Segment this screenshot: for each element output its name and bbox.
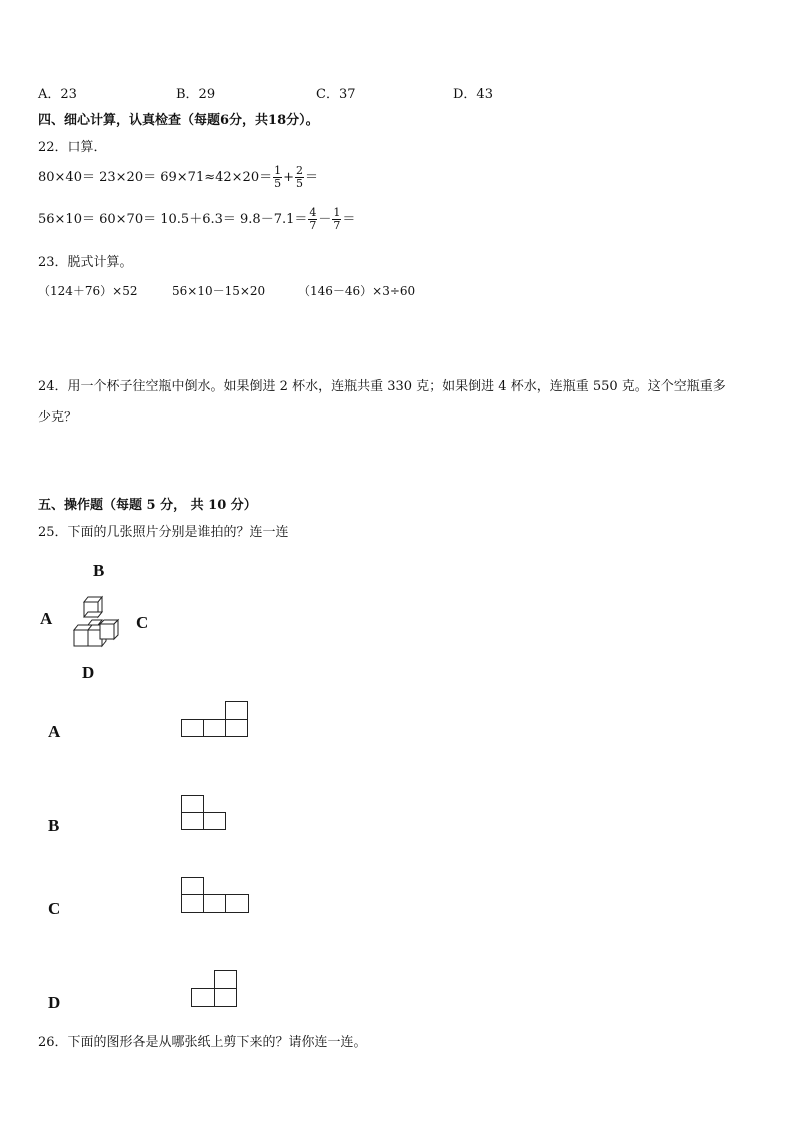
cube-stack-figure bbox=[70, 592, 122, 650]
view-label: B bbox=[48, 816, 60, 835]
view-figure-b bbox=[181, 795, 227, 831]
q24-line-2: 少克？ bbox=[38, 410, 78, 425]
q23-item: （124＋76）×52 bbox=[38, 284, 138, 298]
section-5-title: 五、操作题（每题 5 分， 共 10 分） bbox=[38, 498, 257, 513]
fraction: $\frac{4}{7}$ bbox=[309, 206, 317, 232]
fraction: $\frac{1}{7}$ bbox=[333, 206, 341, 232]
q22-r1-item: 80×40＝ bbox=[38, 170, 95, 185]
viewpoint-label-left: A bbox=[40, 609, 53, 628]
q23-label: 23．脱式计算。 bbox=[38, 255, 133, 270]
viewpoint-label-bottom: D bbox=[82, 663, 95, 682]
option-a: A．23 bbox=[38, 87, 77, 102]
q22-r2-item: 10.5＋6.3＝ bbox=[160, 212, 236, 227]
q22-r1-item: 69×71≈ bbox=[160, 170, 216, 185]
view-figure-d bbox=[191, 970, 239, 1008]
q22-r2-item: 56×10＝ bbox=[38, 212, 95, 227]
q23-item: 56×10－15×20 bbox=[172, 284, 266, 298]
section-4-title: 四、细心计算，认真检查（每题6分，共18分）。 bbox=[38, 113, 319, 128]
q22-label: 22．口算． bbox=[38, 140, 107, 155]
q22-r1-item: 42×20＝ bbox=[215, 170, 273, 185]
q22-r2-item: 9.8－7.1＝ bbox=[240, 212, 308, 227]
q23-item: （146－46）×3÷60 bbox=[298, 284, 416, 298]
option-d: D．43 bbox=[453, 87, 493, 102]
viewpoint-label-top: B bbox=[93, 561, 105, 580]
q25-label: 25．下面的几张照片分别是谁拍的？连一连 bbox=[38, 525, 289, 540]
q22-row-1: 80×40＝ 23×20＝ 69×71≈42×20＝ $\frac{1}{5}$ + $\frac{2}{5}$ ＝ bbox=[38, 164, 319, 190]
q22-row-2: 56×10＝ 60×70＝ 10.5＋6.3＝ 9.8－7.1＝ $\frac{4}{7}$ － $\frac{1}{7}$ ＝ bbox=[38, 206, 356, 232]
view-label: D bbox=[48, 993, 61, 1012]
view-label: C bbox=[48, 899, 61, 918]
q24-line-1: 24．用一个杯子往空瓶中倒水。如果倒进 2 杯水，连瓶共重 330 克；如果倒进 4 杯水，连瓶重 550 克。这个空瓶重多 bbox=[38, 379, 726, 394]
viewpoint-label-right: C bbox=[136, 613, 149, 632]
option-b: B．29 bbox=[176, 87, 216, 102]
q26-label: 26．下面的图形各是从哪张纸上剪下来的？请你连一连。 bbox=[38, 1035, 367, 1050]
fraction: $\frac{2}{5}$ bbox=[296, 164, 304, 190]
q22-r2-item: 60×70＝ bbox=[99, 212, 157, 227]
view-label: A bbox=[48, 722, 61, 741]
fraction: $\frac{1}{5}$ bbox=[274, 164, 282, 190]
view-figure-a bbox=[181, 701, 251, 739]
q22-r1-item: 23×20＝ bbox=[99, 170, 157, 185]
option-c: C．37 bbox=[316, 87, 356, 102]
view-figure-c bbox=[181, 877, 251, 914]
